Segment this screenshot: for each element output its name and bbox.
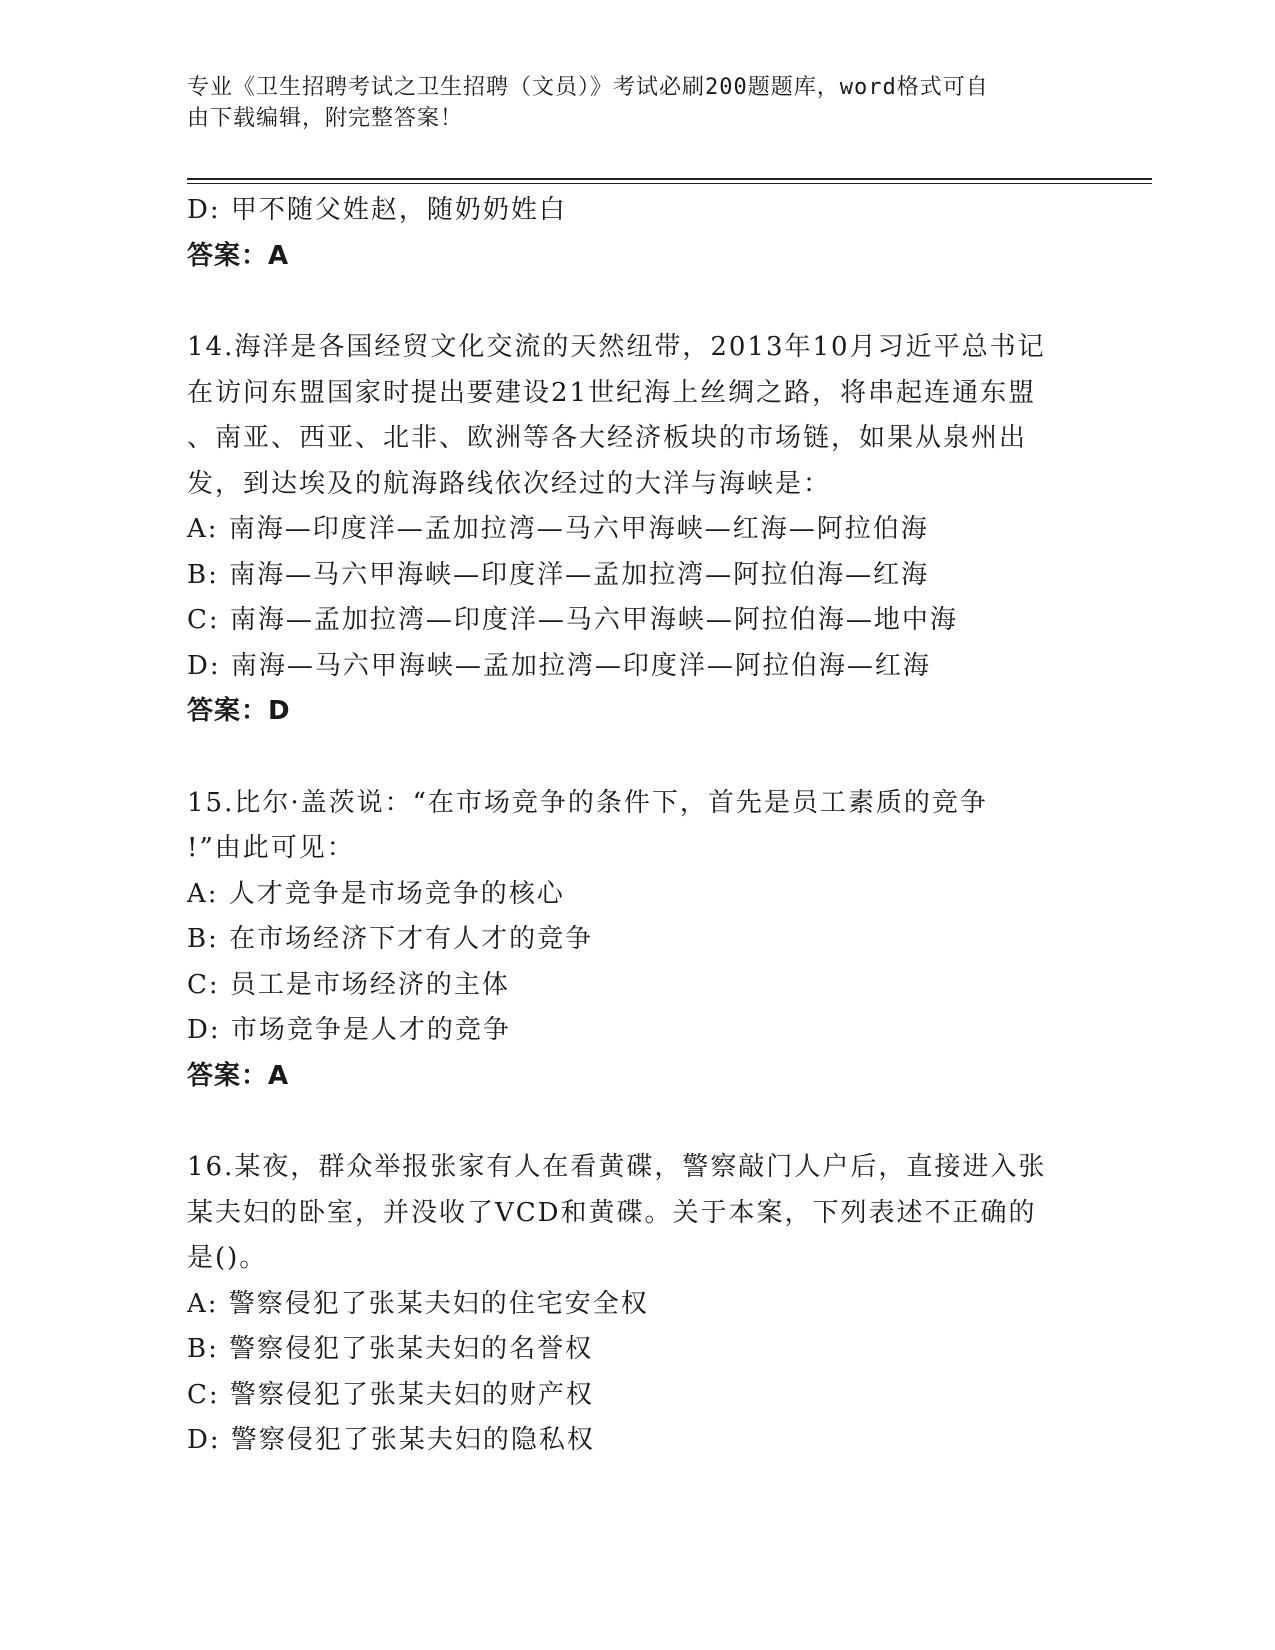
question-stem-line: 16.某夜，群众举报张家有人在看黄碟，警察敲门人户后，直接进入张 — [187, 1152, 1047, 1182]
option-d: D: 市场竞争是人才的竞争 — [187, 1015, 511, 1045]
question-stem-line: 15.比尔·盖茨说：“在市场竞争的条件下，首先是员工素质的竞争 — [187, 787, 988, 818]
option-b: B: 南海—马六甲海峡—印度洋—孟加拉湾—阿拉伯海—红海 — [187, 559, 930, 590]
question-15 — [187, 781, 1087, 1100]
option-c: C: 南海—孟加拉湾—印度洋—马六甲海峡—阿拉伯海—地中海 — [187, 605, 958, 635]
question-16 — [187, 1145, 1087, 1464]
header-divider-thin — [187, 183, 1152, 184]
answer-line: 答案：D — [187, 696, 291, 726]
option-d: D: 南海—马六甲海峡—孟加拉湾—印度洋—阿拉伯海—红海 — [187, 650, 931, 681]
option-d: D: 警察侵犯了张某夫妇的隐私权 — [187, 1425, 595, 1455]
document-header — [187, 72, 1067, 134]
option-b: B: 警察侵犯了张某夫妇的名誉权 — [187, 1334, 594, 1364]
question-stem-line: 发，到达埃及的航海路线依次经过的大洋与海峡是： — [187, 468, 832, 499]
option-c: C: 警察侵犯了张某夫妇的财产权 — [187, 1379, 594, 1410]
option-b: B: 在市场经济下才有人才的竞争 — [187, 924, 594, 954]
document-body — [187, 188, 1087, 1464]
spacer — [187, 279, 1087, 325]
question-stem-line: 某夫妇的卧室，并没收了VCD和黄碟。关于本案，下列表述不正确的 — [187, 1197, 1037, 1228]
question-14 — [187, 325, 1087, 735]
carryover-question — [187, 188, 1087, 279]
answer-line: 答案：A — [187, 240, 290, 271]
answer-line: 答案：A — [187, 1060, 290, 1091]
question-stem-line: 在访问东盟国家时提出要建设21世纪海上丝绸之路，将串起连通东盟 — [187, 377, 1037, 408]
question-stem-line: 是()。 — [187, 1243, 268, 1273]
header-line-1: 专业《卫生招聘考试之卫生招聘（文员）》考试必刷200题题库，word格式可自 — [187, 75, 989, 100]
option-a: A: 警察侵犯了张某夫妇的住宅安全权 — [187, 1288, 649, 1319]
option-c: C: 员工是市场经济的主体 — [187, 969, 510, 1000]
option-a: A: 南海—印度洋—孟加拉湾—马六甲海峡—红海—阿拉伯海 — [187, 514, 929, 544]
header-line-2: 由下载编辑，附完整答案！ — [187, 106, 464, 131]
option-d: D: 甲不随父姓赵，随奶奶姓白 — [187, 195, 567, 225]
question-stem-line: 14.海洋是各国经贸文化交流的天然纽带，2013年10月习近平总书记 — [187, 332, 1046, 362]
question-stem-line: !”由此可见： — [187, 833, 355, 863]
header-divider-thick — [187, 178, 1152, 180]
question-stem-line: 、南亚、西亚、北非、欧洲等各大经济板块的市场链，如果从泉州出 — [187, 423, 1028, 453]
spacer — [187, 735, 1087, 781]
spacer — [187, 1099, 1087, 1145]
option-a: A: 人才竞争是市场竞争的核心 — [187, 878, 565, 909]
